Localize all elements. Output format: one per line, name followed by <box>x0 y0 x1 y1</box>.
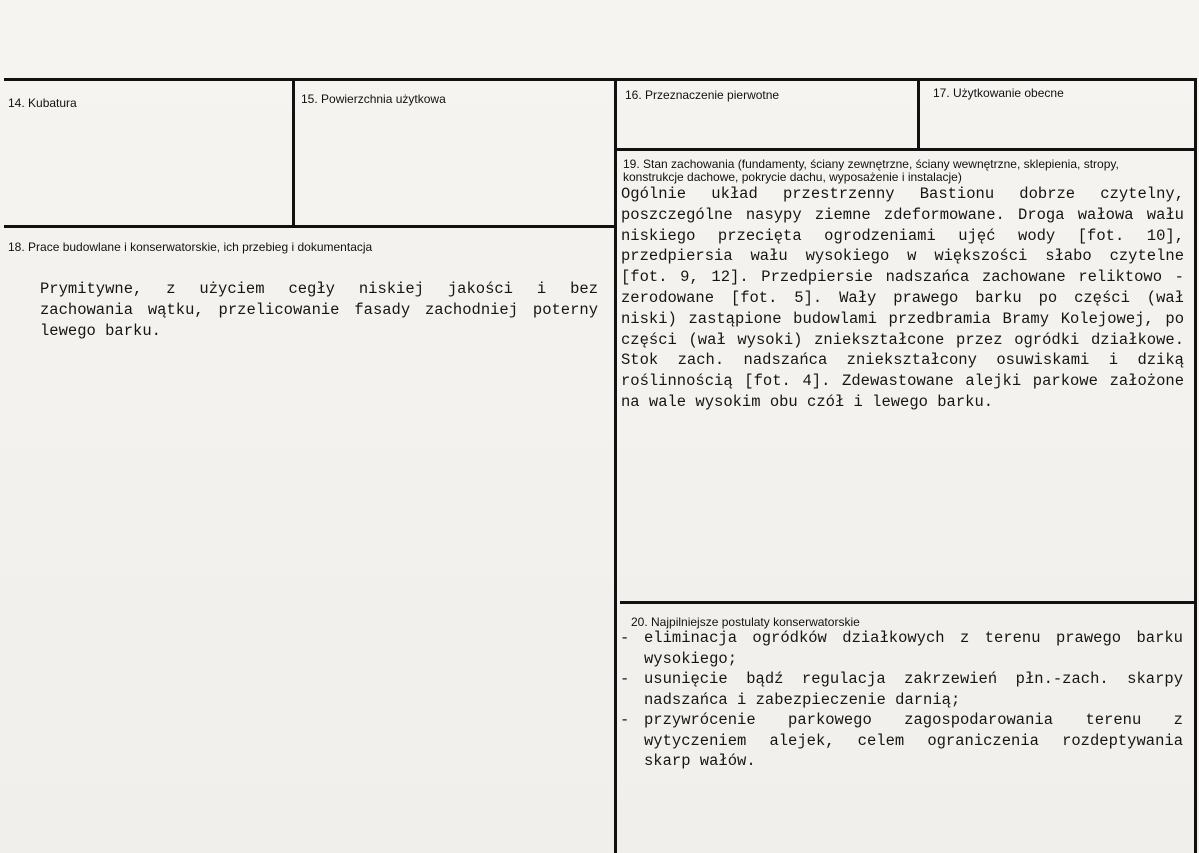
field-18-label: 18. Prace budowlane i konserwatorskie, ich przebieg i dokumentacja <box>8 240 373 254</box>
field-15-label: 15. Powierzchnia użytkowa <box>301 92 446 106</box>
list-item <box>620 628 1183 669</box>
field-16-label: 16. Przeznaczenie pierwotne <box>625 88 780 102</box>
postulate-text: przywrócenie parkowego zagospodarowania terenu z wytyczeniem alejek, celem ograniczenia rozdeptywania skarp wałów. <box>644 711 1183 770</box>
list-item <box>620 710 1183 772</box>
divider-14-15 <box>292 80 295 226</box>
rule-below-19 <box>620 601 1197 604</box>
top-rule <box>4 78 1195 81</box>
rule-below-14-15 <box>4 225 616 228</box>
field-18-text: Prymitywne, z użyciem cegły niskiej jakości i bez zachowania wątku, przelicowanie fasady zachodniej poterny lewego barku. <box>40 280 598 340</box>
rule-below-16-17 <box>614 148 1195 151</box>
center-divider <box>614 78 617 853</box>
field-20-label: 20. Najpilniejsze postulaty konserwatorskie <box>631 615 860 629</box>
field-14-label: 14. Kubatura <box>8 96 77 110</box>
postulates-list <box>620 628 1183 772</box>
field-19-label: 19. Stan zachowania (fundamenty, ściany zewnętrzne, ściany wewnętrzne, sklepienia, stropy, konstrukcje dachowe, pokrycie dachu, wyposażenie i instalacje) <box>623 157 1119 184</box>
postulate-text: eliminacja ogródków działkowych z terenu prawego barku wysokiego; <box>644 629 1183 668</box>
list-item <box>620 669 1183 710</box>
right-border <box>1194 78 1197 853</box>
divider-16-17 <box>917 78 920 150</box>
dash-marker: - <box>620 711 630 729</box>
dash-marker: - <box>620 629 630 647</box>
field-19-text: Ogólnie układ przestrzenny Bastionu dobrze czytelny, poszczególne nasypy ziemne zdeformowane. Droga wałowa wału niskiego przecięta ogrodzeniami ujęć wody [fot. 10], przedpiersia wału wysokiego w większości słabo czytelne [fot. 9, 12]. Przedpiersie nadszańca zachowane reliktowo - zerodowane [fot. 5]. Wały prawego barku po części (wał niski) zastąpione budowlami przedbramia Bramy Kolejowej, po części (wał wysoki) zniekształcone przez ogródki działkowe. Stok zach. nadszańca zniekształcony osuwiskami i dziką roślinnością [fot. 4]. Zdewastowane alejki parkowe założone na wale wysokim obu czół i lewego barku. <box>621 185 1184 411</box>
dash-marker: - <box>620 670 630 688</box>
postulate-text: usunięcie bądź regulacja zakrzewień płn.-zach. skarpy nadszańca i zabezpieczenie darnią; <box>644 670 1183 709</box>
field-17-label: 17. Użytkowanie obecne <box>933 86 1064 100</box>
